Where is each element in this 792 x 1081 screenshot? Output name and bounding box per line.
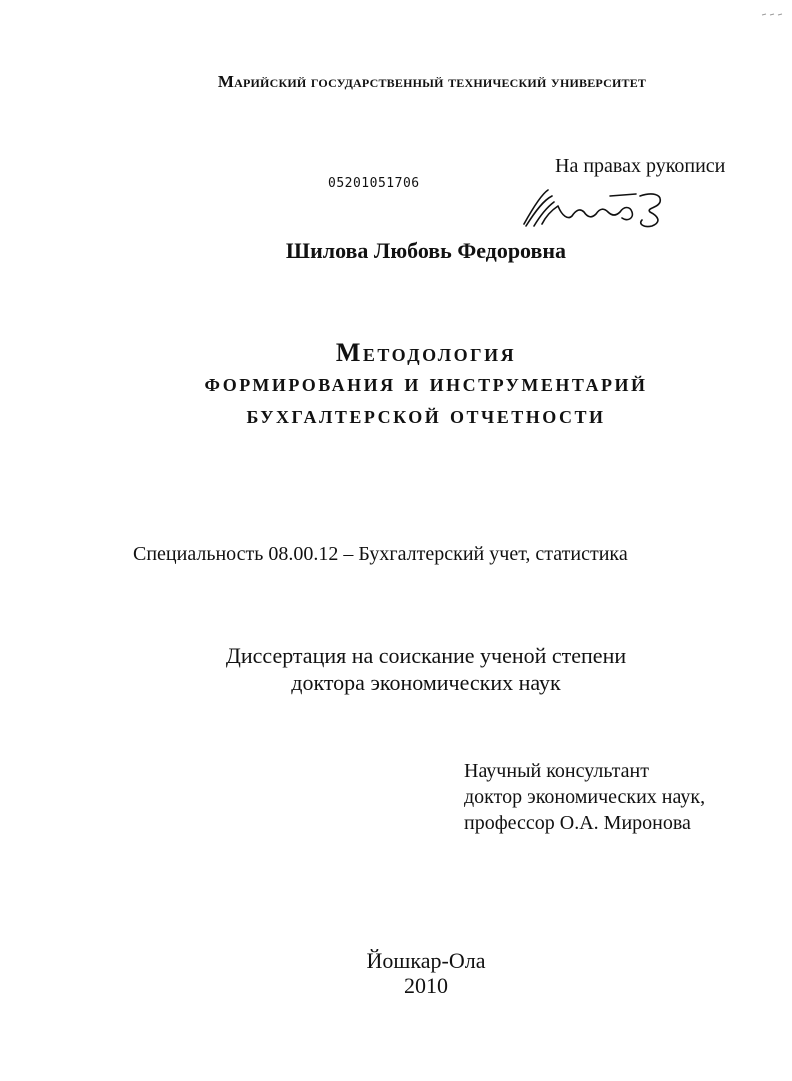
signature-image	[512, 186, 682, 230]
scan-mark	[760, 10, 784, 18]
dissertation-line-1: Диссертация на соискание ученой степени	[225, 643, 627, 668]
consultant-line-2: доктор экономических наук,	[464, 786, 706, 808]
university-name: Марийский государственный технический университет	[217, 72, 647, 91]
consultant-line-1: Научный консультант	[464, 760, 649, 782]
registry-code: 05201051706	[328, 176, 420, 191]
city: Йошкар-Ола	[366, 948, 486, 973]
rights-note: На правах рукописи	[555, 155, 726, 177]
year: 2010	[404, 973, 448, 998]
specialty: Специальность 08.00.12 – Бухгалтерский учет, статистика	[133, 543, 628, 565]
title-line-3: бухгалтерской отчетности	[246, 402, 606, 429]
title-line-2: формирования и инструментарий	[204, 370, 648, 397]
title-line-1: Методология	[335, 338, 517, 367]
author-name: Шилова Любовь Федоровна	[285, 238, 567, 263]
consultant-line-3: профессор О.А. Миронова	[464, 812, 691, 834]
dissertation-line-2: доктора экономических наук	[291, 670, 561, 695]
